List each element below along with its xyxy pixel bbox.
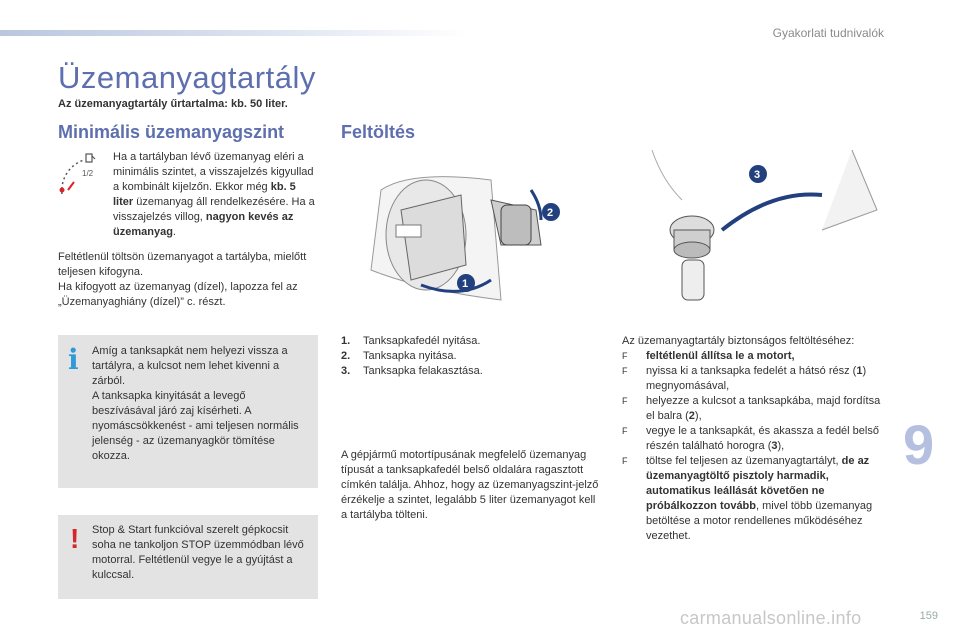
step-list bbox=[341, 334, 601, 379]
minimal-level-text: Ha a tartályban lévő üzemanyag eléri a minimális szintet, a visszajelzés kigyullad a kombinált kijelzőn. Ekkor még kb. 5 liter üzemanyag áll rendelkezésére. Ha a visszajelzés villog, nagyon kevés az üzemanyag. bbox=[113, 151, 315, 238]
warning-box: ! Stop & Start funkcióval szerelt gépkocsit soha ne tankoljon STOP üzemmódban lévő motorral. Feltétlenül vegye le a gyújtást a kulccsal. bbox=[58, 515, 318, 599]
chapter-number: 9 bbox=[903, 413, 935, 476]
list-item: 1. Tanksapkafedél nyitása. bbox=[341, 335, 481, 347]
refuel-advice: Feltétlenül töltsön üzemanyagot a tartályba, mielőtt teljesen kifogyna. Ha kifogyott az üzemanyag (dízel), lapozza fel az „Üzemanyaghiány (dízel)” c. részt. bbox=[58, 251, 307, 308]
list-item: F töltse fel teljesen az üzemanyagtartályt, de az üzemanyagtöltő pisztoly harmadik, automatikus leállását követően ne próbálkozzon tovább, mivel több üzemanyag betöltése a motor rendellenes működéséhez vezethet. bbox=[622, 455, 873, 542]
list-item: F nyissa ki a tanksapka fedelét a hátsó rész (1) megnyomásával, bbox=[622, 365, 867, 392]
info-box: i Amíg a tanksapkát nem helyezi vissza a tartályra, a kulcsot nem lehet kivenni a zárból. A tanksapka kinyitását a levegő beszívásával járó zaj kísérheti. A nyomáscsökkenést - ami teljesen normális jelenség - az üzemanyagkör tömítése okozza. bbox=[58, 335, 318, 488]
section-name: Gyakorlati tudnivalók bbox=[772, 26, 884, 40]
fuel-type-text: A gépjármű motortípusának megfelelő üzemanyag típusát a tanksapkafedél belső oldalára ragasztott címkén találja. Ahhoz, hogy az üzemanyagszint-jelző érzékelje a szintet, legalább 5 liter üzemanyagot kell a tartályba tölteni. bbox=[341, 449, 599, 521]
warning-icon: ! bbox=[70, 523, 80, 554]
header-bar bbox=[0, 30, 470, 36]
safe-refuel-section: Az üzemanyagtartály biztonságos feltöltéséhez: F feltétlenül állítsa le a motort, F nyissa ki a tanksapka fedelét a hátsó rész (1) megnyomásával, F helyezze a kulcsot a tanksapkába, majd fordítsa el balra (2), F vegye le a tanksapkát, és akassza a fedél belső részén található horogra (3), F töltse fel teljesen az üzemanyagtartályt, de az üzemanyagtöltő pisztoly harmadik, automatikus leállását követően ne próbálkozzon tovább, mivel több üzemanyag betöltése a motor rendellenes működéséhez vezethet. bbox=[622, 334, 887, 544]
callout-1: 1 bbox=[462, 278, 469, 290]
refuel-heading: Feltöltés bbox=[341, 122, 416, 142]
list-item: 3. Tanksapka felakasztása. bbox=[341, 365, 483, 377]
info-icon: i bbox=[68, 343, 79, 376]
callout-2: 2 bbox=[547, 207, 554, 219]
callout-3: 3 bbox=[754, 169, 761, 181]
list-item: F helyezze a kulcsot a tanksapkába, majd fordítsa el balra (2), bbox=[622, 395, 881, 422]
list-item: F vegye le a tanksapkát, és akassza a fedél belső részén található horogra (3), bbox=[622, 425, 879, 452]
page-title: Üzemanyagtartály bbox=[58, 60, 316, 95]
page-number: 159 bbox=[919, 610, 938, 622]
list-item: 2. Tanksapka nyitása. bbox=[341, 350, 457, 362]
fuel-cap-illustration bbox=[622, 150, 880, 310]
list-item: F feltétlenül állítsa le a motort, bbox=[622, 350, 795, 362]
watermark: carmanualsonline.info bbox=[680, 608, 862, 628]
minimal-level-heading: Minimális üzemanyagszint bbox=[58, 122, 285, 142]
fuel-gauge-icon bbox=[56, 150, 106, 200]
fuel-flap-illustration bbox=[341, 150, 599, 310]
gauge-label: 1/2 bbox=[82, 169, 94, 178]
capacity-note: Az üzemanyagtartály űrtartalma: kb. 50 liter. bbox=[58, 98, 288, 110]
